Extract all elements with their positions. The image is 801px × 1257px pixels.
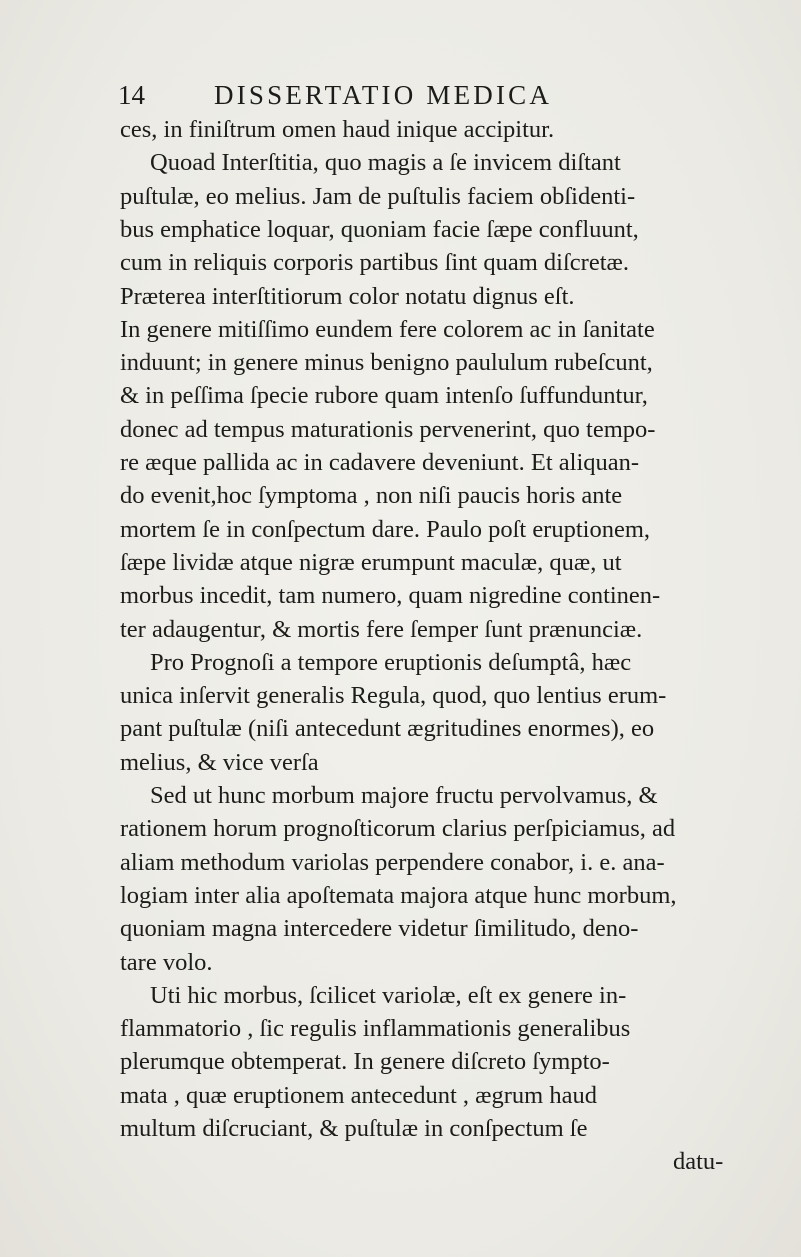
text-line: rationem horum prognoſticorum clarius perſpiciamus, ad (120, 815, 676, 843)
text-line: mortem ſe in conſpectum dare. Paulo poſt eruptionem, (120, 515, 651, 543)
text-line: re æque pallida ac in cadavere deveniunt. Et aliquan- (120, 449, 640, 476)
text-line: logiam inter alia apoſtemata majora atque hunc morbum, (120, 881, 677, 909)
text-line: do evenit,hoc ſymptoma , non niſi paucis horis ante (120, 482, 623, 510)
text-line: puſtulæ, eo melius. Jam de puſtulis faciem obſidenti- (120, 182, 636, 210)
text-line: Uti hic morbus, ſcilicet variolæ, eſt ex genere in- (150, 981, 627, 1009)
text-line: induunt; in genere minus benigno paululum rubeſcunt, (120, 349, 653, 377)
text-line: cum in reliquis corporis partibus ſint quam diſcretæ. (120, 249, 629, 277)
text-line: Præterea interſtitiorum color notatu dignus eſt. (120, 282, 575, 310)
text-line: Quoad Interſtitia, quo magis a ſe invicem diſtant (150, 149, 621, 177)
text-line: ces, in finiſtrum omen haud inique accipitur. (120, 116, 555, 143)
text-line: ter adaugentur, & mortis fere ſemper ſunt prænunciæ. (120, 615, 643, 643)
text-line: Pro Prognoſi a tempore eruptionis deſumptâ, hæc (150, 648, 632, 676)
text-line: quoniam magna intercedere videtur ſimilitudo, deno- (120, 915, 639, 943)
text-line: morbus incedit, tam numero, quam nigredine continen- (120, 582, 661, 610)
page-number: 14 (118, 80, 145, 110)
text-line: plerumque obtemperat. In genere diſcreto ſympto- (120, 1048, 610, 1076)
text-line: tare volo. (120, 948, 213, 976)
text-line: donec ad tempus maturationis pervenerint, quo tempo- (120, 415, 656, 443)
text-line: mata , quæ eruptionem antecedunt , ægrum haud (120, 1081, 597, 1109)
text-line: unica inſervit generalis Regula, quod, quo lentius erum- (120, 682, 667, 710)
text-line: multum diſcruciant, & puſtulæ in conſpectum ſe (120, 1115, 588, 1142)
text-line: & in peſſima ſpecie rubore quam intenſo ſuffunduntur, (120, 382, 648, 410)
text-line: pant puſtulæ (niſi antecedunt ægritudines enormes), eo (120, 715, 655, 743)
page-header (118, 80, 728, 116)
text-line: Sed ut hunc morbum majore fructu pervolvamus, & (150, 782, 658, 809)
text-line: ſæpe lividæ atque nigræ erumpunt maculæ, quæ, ut (120, 548, 622, 576)
text-line: In genere mitiſſimo eundem fere colorem ac in ſanitate (120, 315, 655, 343)
text-line: melius, & vice verſa (120, 748, 319, 776)
running-head: DISSERTATIO MEDICA (214, 80, 553, 110)
text-line: bus emphatice loquar, quoniam facie ſæpe confluunt, (120, 215, 639, 243)
text-line: aliam methodum variolas perpendere conabor, i. e. ana- (120, 848, 665, 876)
catchword: datu- (673, 1148, 724, 1176)
text-line: flammatorio , ſic regulis inflammationis generalibus (120, 1015, 631, 1043)
